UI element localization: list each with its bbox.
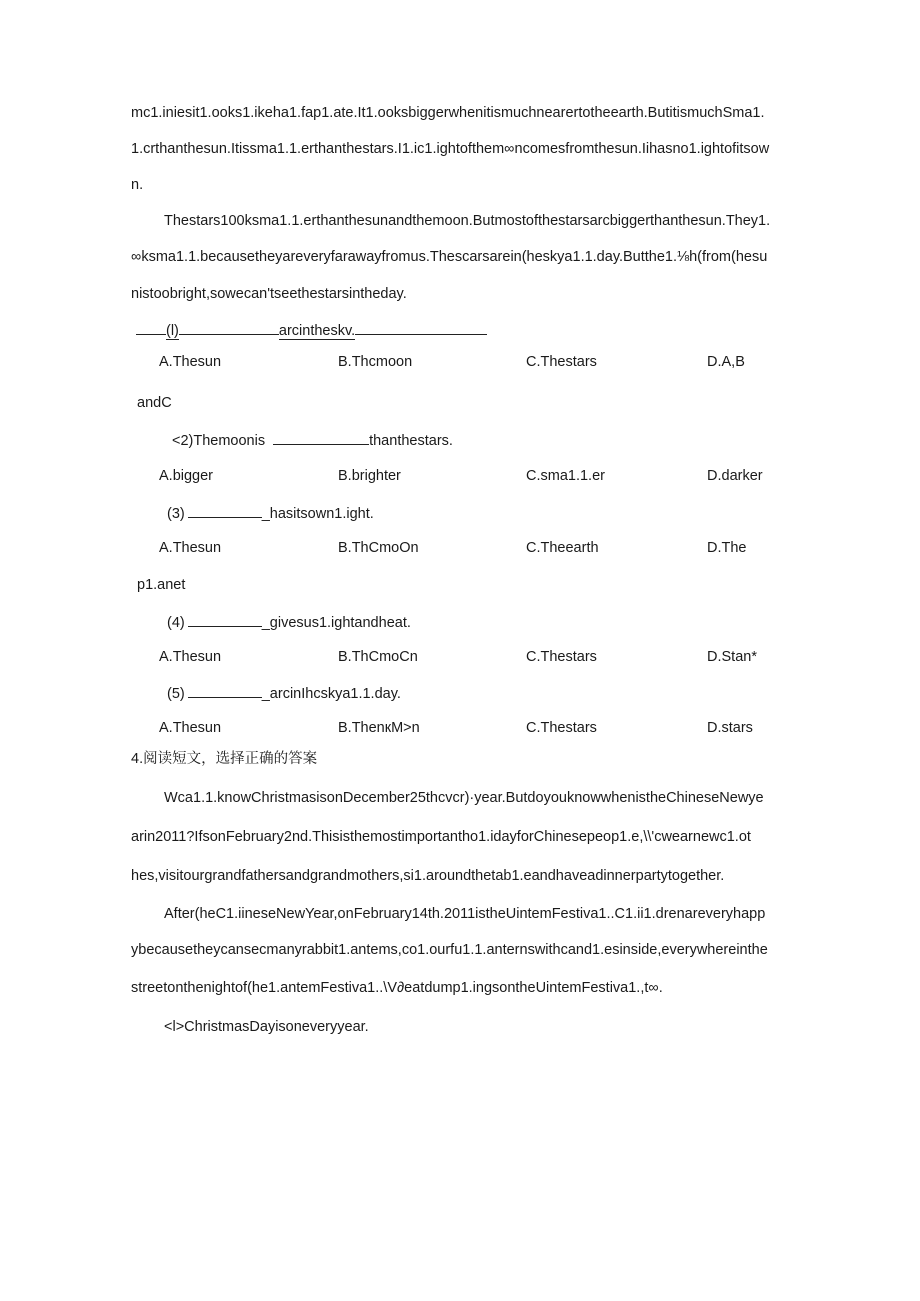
answer-blank[interactable] xyxy=(179,320,279,335)
question-2-stem xyxy=(172,430,453,450)
passage-line-5: ∞ksma1.1.becausetheyareveryfarawayfromus.Thescarsarein(heskya1.1.day.Butthe1.⅛h(from(hesu xyxy=(131,249,768,265)
question-5-prefix: (5) xyxy=(167,686,185,702)
question-4-stem xyxy=(167,612,411,632)
section-4-question-1: <l>ChristmasDayisoneveryyear. xyxy=(164,1019,369,1035)
question-4-option-b[interactable]: B.ThCmoCn xyxy=(338,649,418,665)
passage-line-3: n. xyxy=(131,177,144,193)
question-3-prefix: (3) xyxy=(167,506,185,522)
question-3-option-b[interactable]: B.ThCmoOn xyxy=(338,540,419,556)
question-1-option-c[interactable]: C.Thestars xyxy=(526,354,597,370)
answer-blank[interactable] xyxy=(136,320,166,335)
question-4-option-c[interactable]: C.Thestars xyxy=(526,649,597,665)
question-3-option-c[interactable]: C.Theearth xyxy=(526,540,599,556)
question-3-option-a[interactable]: A.Thesun xyxy=(159,540,222,556)
question-3-stem xyxy=(167,503,374,523)
question-2-prefix: <2)Themoonis xyxy=(172,433,266,449)
question-1-option-d-wrap: andC xyxy=(137,395,172,411)
question-4-suffix: _givesus1.ightandheat. xyxy=(261,615,411,631)
question-5-stem xyxy=(167,683,401,703)
question-5-suffix: _arcinIhcskya1.1.day. xyxy=(261,686,401,702)
answer-blank[interactable] xyxy=(188,683,262,698)
question-4-prefix: (4) xyxy=(167,615,185,631)
question-2-option-d[interactable]: D.darker xyxy=(707,468,763,484)
passage-line-4: Thestars100ksma1.1.erthanthesunandthemoon.Butmostofthestarsarcbiggerthanthesun.They1. xyxy=(164,213,771,229)
question-3-option-d-wrap: p1.anet xyxy=(137,577,186,593)
question-5-option-c[interactable]: C.Thestars xyxy=(526,720,597,736)
section-4-line-1: Wca1.1.knowChristmasisonDecember25thcvcr)·year.ButdoyouknowwhenistheChineseNewye xyxy=(164,790,764,806)
question-2-option-a[interactable]: A.bigger xyxy=(159,468,214,484)
question-1-option-a[interactable]: A.Thesun xyxy=(159,354,222,370)
answer-blank[interactable] xyxy=(273,430,369,445)
question-5-option-b[interactable]: B.ThenкM>n xyxy=(338,720,420,736)
question-5-option-a[interactable]: A.Thesun xyxy=(159,720,222,736)
question-1-option-b[interactable]: B.Thcmoon xyxy=(338,354,413,370)
question-1-option-d[interactable]: D.A,B xyxy=(707,354,745,370)
answer-blank[interactable] xyxy=(188,503,262,518)
answer-blank-tail xyxy=(355,320,487,335)
answer-blank[interactable] xyxy=(188,612,262,627)
question-3-option-d[interactable]: D.The xyxy=(707,540,747,556)
section-4-line-4: After(heC1.iineseNewYear,onFebruary14th.2011istheUintemFestiva1..C1.ii1.drenareveryhapp xyxy=(164,906,766,922)
section-4-line-6: streetonthenightof(he1.antemFestiva1..\V∂eatdump1.ingsontheUintemFestiva1.,t∞. xyxy=(131,980,663,996)
question-5-option-d[interactable]: D.stars xyxy=(707,720,753,736)
question-1-prefix: (l) xyxy=(166,323,179,339)
passage-line-6: nistoobright,sowecan'tseethestarsintheday. xyxy=(131,286,407,302)
question-2-option-b[interactable]: B.brighter xyxy=(338,468,401,484)
passage-line-1: mc1.iniesit1.ooks1.ikeha1.fap1.ate.It1.ooksbiggerwhenitismuchnearertotheearth.ButitismuchSma1. xyxy=(131,105,765,121)
question-3-suffix: _hasitsown1.ight. xyxy=(261,506,374,522)
question-4-option-a[interactable]: A.Thesun xyxy=(159,649,222,665)
section-4-line-5: ybecausetheycansecmanyrabbit1.antems,co1.ourfu1.1.anternswithcand1.esinside,everywhereinthe xyxy=(131,942,768,958)
section-4-line-3: hes,visitourgrandfathersandgrandmothers,si1.aroundthetab1.eandhaveadinnerpartytogether. xyxy=(131,868,725,884)
question-1-suffix: arcintheskv. xyxy=(278,323,356,339)
section-4-heading: 4.阅读短文，选择正确的答案 xyxy=(131,751,318,767)
question-4-option-d[interactable]: D.Stan* xyxy=(707,649,757,665)
question-2-option-c[interactable]: C.sma1.1.er xyxy=(526,468,605,484)
question-2-suffix: thanthestars. xyxy=(369,433,453,449)
question-1-stem xyxy=(136,320,487,340)
section-4-line-2: arin2011?IfsonFebruary2nd.Thisisthemostimportantho1.idayforChinesepeop1.e,\\'cwearnewc1.ot xyxy=(131,829,751,845)
passage-line-2: 1.crthanthesun.Itissma1.1.erthanthestars.I1.ic1.ightofthem∞ncomesfromthesun.Iihasno1.ightofitsow xyxy=(131,141,770,157)
